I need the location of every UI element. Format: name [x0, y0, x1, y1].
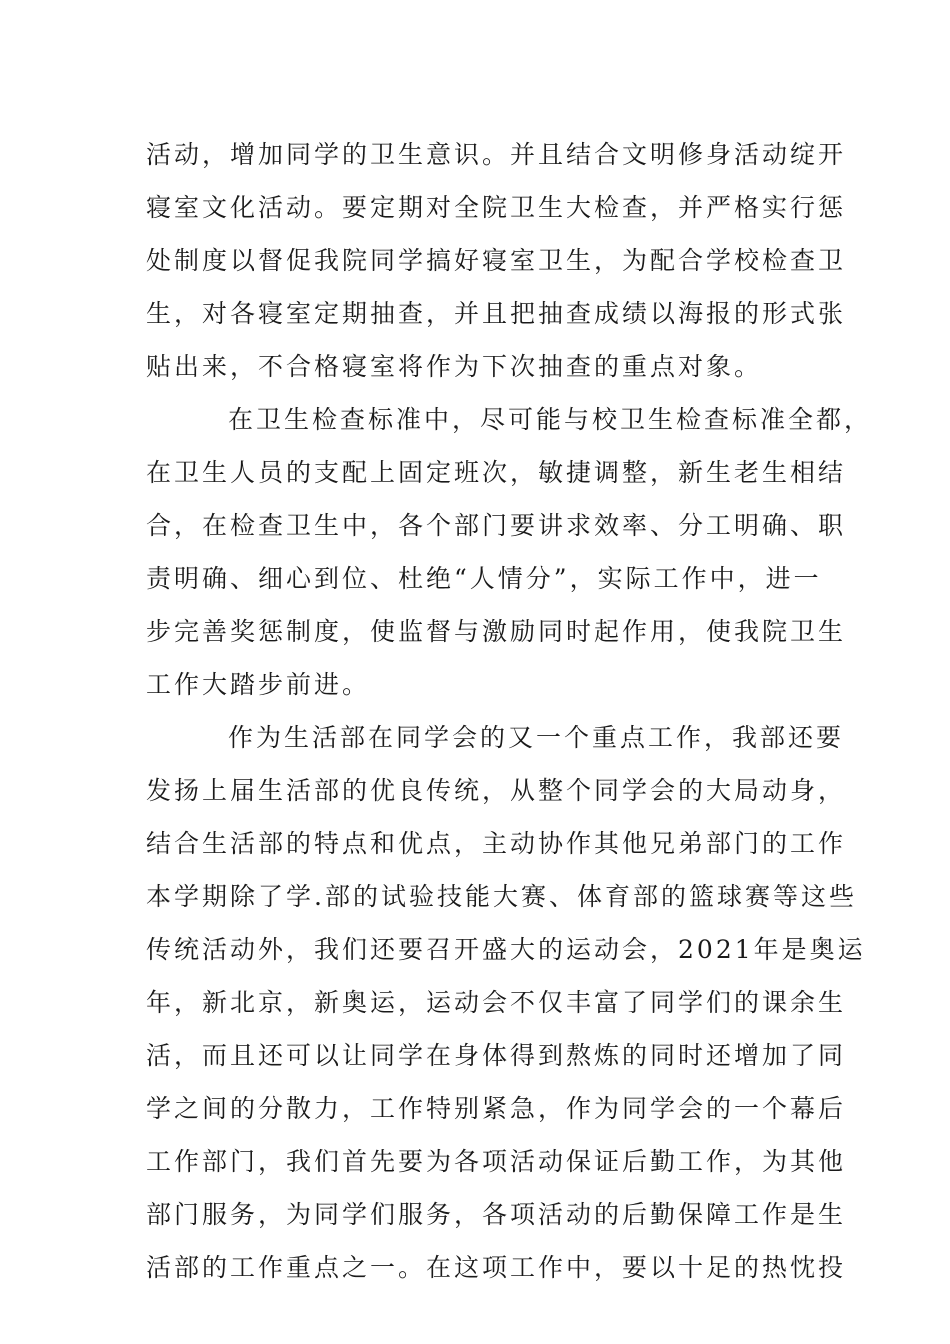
text-line: 寝室文化活动。要定期对全院卫生大检查，并严格实行惩 [146, 193, 847, 222]
text-line: 活，而且还可以让同学在身体得到熬炼的同时还增加了同 [146, 1041, 847, 1070]
text-line: 活动，增加同学的卫生意识。并且结合文明修身活动绽开 [146, 140, 847, 169]
text-line: 贴出来，不合格寝室将作为下次抽查的重点对象。 [146, 352, 763, 381]
text-line: 传统活动外，我们还要召开盛大的运动会，2021年是奥运 [146, 935, 866, 964]
text-line: 学之间的分散力，工作特别紧急，作为同学会的一个幕后 [146, 1094, 847, 1123]
text-line: 工作大踏步前进。 [146, 670, 371, 699]
text-line: 部门服务，为同学们服务，各项活动的后勤保障工作是生 [146, 1200, 847, 1229]
text-line: 责明确、细心到位、杜绝“人情分”，实际工作中，进一 [146, 564, 822, 593]
paragraph-first-line: 在卫生检查标准中，尽可能与校卫生检查标准全都， [228, 405, 873, 434]
document-body [146, 128, 873, 1294]
paragraph-first-line: 作为生活部在同学会的又一个重点工作，我部还要 [228, 723, 845, 752]
text-line: 年，新北京，新奥运，运动会不仅丰富了同学们的课余生 [146, 988, 847, 1017]
text-line: 活部的工作重点之一。在这项工作中，要以十足的热忱投 [146, 1253, 847, 1282]
text-line: 在卫生人员的支配上固定班次，敏捷调整，新生老生相结 [146, 458, 847, 487]
text-line: 本学期除了学.部的试验技能大赛、体育部的篮球赛等这些 [146, 882, 857, 911]
text-line: 合，在检查卫生中，各个部门要讲求效率、分工明确、职 [146, 511, 847, 540]
text-line: 生，对各寝室定期抽查，并且把抽查成绩以海报的形式张 [146, 299, 847, 328]
text-line: 工作部门，我们首先要为各项活动保证后勤工作，为其他 [146, 1147, 847, 1176]
text-line: 处制度以督促我院同学搞好寝室卫生，为配合学校检查卫 [146, 246, 847, 275]
text-line: 发扬上届生活部的优良传统，从整个同学会的大局动身， [146, 776, 847, 805]
text-line: 结合生活部的特点和优点，主动协作其他兄弟部门的工作 [146, 829, 847, 858]
text-line: 步完善奖惩制度，使监督与激励同时起作用，使我院卫生 [146, 617, 847, 646]
